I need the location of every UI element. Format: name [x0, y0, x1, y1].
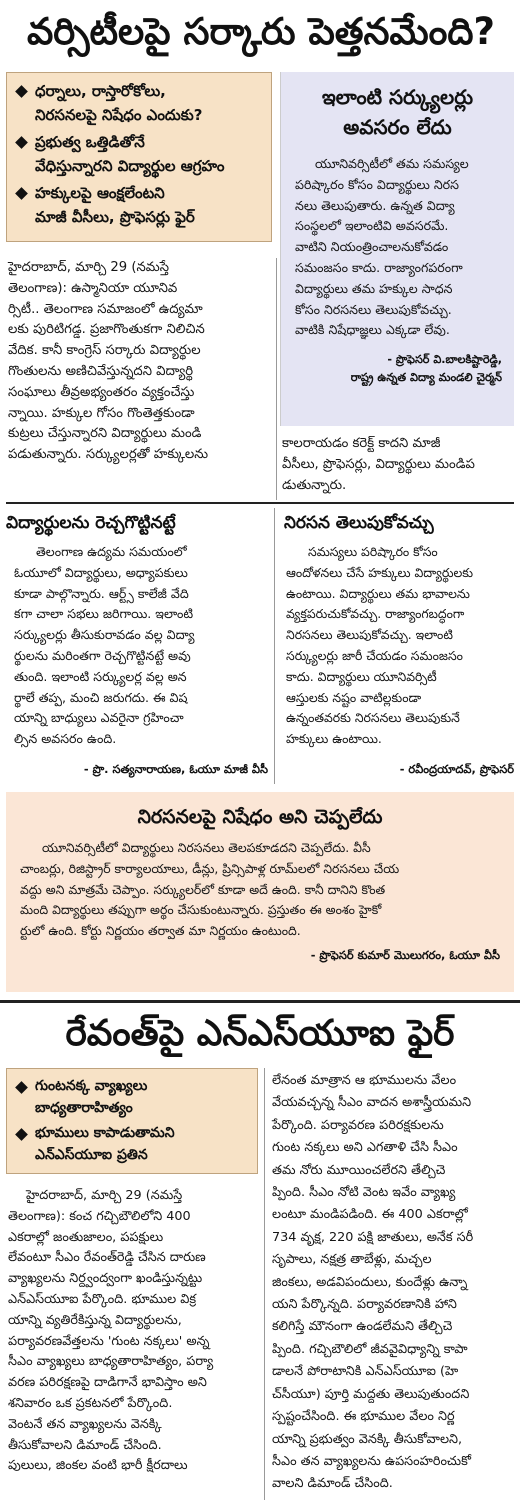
bullet-line: ఎన్‌ఎస్‌యూఐ ప్రతిన	[35, 1147, 148, 1163]
body-line: కాలరాయడం కరెక్ట్ కాదని మాజీ	[282, 436, 441, 451]
body-line: వ్యక్తపరుచుకోవచ్చు. రాజ్యాంగబద్ధంగా	[286, 606, 465, 622]
body-line: ర్థాలే తప్ప, మంచి జరుగదు. ఈ విష	[14, 689, 188, 705]
article2-bullet-item	[15, 1122, 249, 1166]
body-line: పులులు, జింకల వంటి భారీ క్షీరదాలు	[8, 1458, 188, 1474]
quote-left-title: విద్యార్థులను రెచ్చగొట్టినట్టే	[6, 513, 176, 533]
article1-bullet-box	[6, 72, 272, 242]
body-line: లేనంత మాత్రాన ఆ భూములను వేలం	[272, 1073, 457, 1088]
section-rule	[0, 1000, 520, 1003]
bullet-diamond-icon	[15, 1128, 28, 1141]
body-line: హక్కులు ఉంటాయి.	[286, 731, 382, 747]
body-line: సర్క్యులర్లు జారీ చేయడం సమంజసం	[286, 647, 463, 663]
article1-body-continued	[282, 434, 514, 496]
body-line: సమంజసం కాదు. రాజ్యాంగపరంగా	[295, 259, 463, 275]
body-line: లేవంటూ సీఎం రేవంత్‌రెడ్డి చేసిన దారుణ	[8, 1250, 206, 1266]
body-line: వేదిక. కానీ కాంగ్రెస్ సర్కారు విద్యార్థుల	[8, 343, 201, 359]
body-line: కలిగిస్తే మౌనంగా ఉండలేమని తేల్చిచె	[272, 1319, 453, 1335]
body-line: కూడా పాల్గొన్నారు. ఆర్ట్స్ కాలేజీ వేది	[14, 585, 189, 601]
body-line: ఎకరాల్లో జంతుజాలం, పపక్షులు	[8, 1229, 164, 1245]
body-line: వ్యాఖ్యలను నిర్ద్వంద్వంగా ఖండిస్తున్నట్టు	[8, 1271, 203, 1287]
signature-line: రాష్ట్ర ఉన్నత విద్యా మండలి చైర్మన్	[350, 371, 502, 385]
quote-wide-signature: - ప్రొఫెసర్ కుమార్ మొలుగరం, ఓయూ వీసీ	[310, 947, 500, 962]
body-line: తెలంగాణ): కంచ గచ్చిబౌలిలోని 400	[8, 1208, 191, 1224]
body-line: యూనివర్సిటీలో విద్యార్థులు నిరసనలు తెలపకూడదని చెప్పలేదు. వీసీ	[42, 840, 371, 855]
body-line: సీఎం తన వ్యాఖ్యలను ఉపసంహరించుకో	[272, 1453, 471, 1469]
body-line: విద్యార్థులు తమ హక్కుల సాధన	[295, 280, 453, 296]
body-line: వాలని డిమాండ్ చేసింది.	[272, 1476, 393, 1492]
body-line: తుంది. ఇలాంటి సర్క్యులర్ల వల్ల అన	[14, 668, 187, 684]
quote-wide-title: నిరసనలపై నిషేధం అని చెప్పలేదు	[137, 806, 383, 828]
body-line: హైదరాబాద్, మార్చి 29 (నమస్తే	[26, 1188, 183, 1203]
bullet-line: మాజీ వీసీలు, ప్రొఫెసర్లు ఫైర్	[35, 208, 195, 226]
body-line: చాంబర్లు, రిజిస్ట్రార్ కార్యాలయాలు, డీన్లు, ప్రిన్సిపాళ్ల రూమ్‌లలో నిరసనలు చేయ	[20, 860, 400, 876]
body-line: వీసీలు, ప్రొఫెసర్లు, విద్యార్థులు మండిప	[282, 456, 475, 472]
article2-bullet-box	[6, 1068, 258, 1174]
quote-box-signature	[281, 351, 502, 387]
article2-body-left	[8, 1186, 260, 1477]
body-line: ర్టులో ఉంది. కోర్టు నిర్ణయం తర్వాత మా నిర్ణయం ఉంటుంది.	[20, 923, 301, 939]
bullet-diamond-icon	[15, 1081, 28, 1094]
body-line: వద్దు అని మాత్రమే చెప్పాం. సర్క్యులర్‌లో కూడా అదే ఉంది. కానీ దానిని కొంత	[20, 881, 386, 897]
body-line: డాలనే పోరాటానికి ఎన్‌ఎస్‌యూఐ (హె	[272, 1364, 459, 1380]
quote-box-title	[281, 82, 514, 142]
body-line: 734 వృక్ష, 220 పక్షి జాతులు, అనేక సరీ	[272, 1229, 474, 1245]
column-divider	[274, 508, 275, 784]
signature-line: - ప్రొఫెసర్ వి.బాలకిష్టారెడ్డి,	[387, 353, 502, 367]
body-line: సంఘాలు తీవ్రఅభ్యంతరం వ్యక్తంచేస్తు	[8, 384, 195, 400]
bullet-line: వేధిస్తున్నారని విద్యార్థుల ఆగ్రహం	[35, 157, 225, 175]
body-line: తీసుకోవాలని డిమాండ్ చేసింది.	[8, 1437, 162, 1453]
body-line: తమ నోరు మూయించలేరని తేల్చిచె	[272, 1162, 446, 1178]
body-line: పర్యావరణవేత్తలను 'గుంట నక్కలు' అన్న	[8, 1333, 210, 1349]
quote-box-no-ban	[6, 792, 514, 992]
body-line: న్నాయి. హక్కుల గోసం గొంతెత్తకుండా	[8, 405, 195, 421]
quote-box-title-line: అవసరం లేదు	[343, 115, 452, 139]
body-line: తెలంగాణ ఉద్యమ సమయంలో	[36, 544, 187, 559]
column-divider	[264, 1068, 265, 1500]
article1-body	[8, 258, 272, 466]
body-line: స్పష్టంచేసింది. ఈ భూముల వేలం నిర్ణ	[272, 1409, 455, 1425]
body-line: కాదు. విద్యార్థులు యూనివర్సిటీ	[286, 668, 437, 684]
quote-right-body	[286, 542, 514, 750]
bullet-diamond-icon	[15, 85, 28, 98]
body-line: యాన్ని ప్రభుత్వం వెనక్కి తీసుకోవాలని,	[272, 1431, 463, 1447]
body-line: సంస్థలలో ఇలాంటివి అవసరమే.	[295, 218, 449, 234]
quote-wide-body	[20, 838, 502, 942]
quote-left-body	[14, 542, 268, 750]
body-line: యాన్ని బాధ్యులు ఎవరైనా గ్రహించా	[14, 710, 184, 726]
body-line: ర్సిటీ.. తెలంగాణ సమాజంలో ఉద్యమా	[8, 301, 203, 317]
body-line: లంటూ మండిపడింది. ఈ 400 ఎకరాల్లో	[272, 1207, 468, 1223]
body-line: కోసం నిరసనలు తెలుపుకోవచ్చు.	[295, 301, 452, 317]
quote-box-body	[295, 154, 502, 341]
body-line: ఓయూలో విద్యార్థులు, అధ్యాపకులు	[14, 564, 188, 580]
body-line: ఆందోళనలు చేసే హక్కులు విద్యార్థులకు	[286, 564, 474, 580]
body-line: ర్థులను మరింతగా రెచ్చగొట్టినట్టే అవు	[14, 647, 191, 663]
quote-right-signature: - రవీంద్రయాదవ్, ప్రొఫెసర్	[399, 762, 514, 776]
body-line: సీఎం వ్యాఖ్యలు బాధ్యతారాహిత్యం, పర్యా	[8, 1354, 214, 1370]
body-line: సమస్యలు పరిష్కారం కోసం	[308, 544, 438, 559]
body-line: వాటిని నియంత్రించాలనుకోవడం	[295, 239, 449, 255]
bullet-diamond-icon	[15, 187, 28, 200]
body-line: యూనివర్సిటీలో తమ సమస్యల	[315, 156, 469, 171]
article2-headline: రేవంత్‌పై ఎన్‌ఎస్‌యూఐ ఫైర్	[65, 1013, 455, 1054]
quote-box-circulars	[280, 72, 514, 426]
body-line: కగా చాలా సభలు జరిగాయి. ఇలాంటి	[14, 606, 194, 622]
body-line: నిరసనలు తెలుపుకోవచ్చు. ఇలాంటి	[286, 627, 453, 643]
bullet-line: ధర్నాలు, రాస్తారోకోలు,	[35, 82, 166, 100]
body-line: సృపాలు, నక్షత్ర తాబేళ్లు, మచ్చల	[272, 1252, 432, 1268]
article1-headline: వర్సిటీలపై సర్కారు పెత్తనమేంది?	[26, 10, 496, 53]
article1-bullet-item	[15, 130, 263, 178]
article1-bullet-item	[15, 181, 263, 229]
body-line: శనివారం ఒక ప్రకటనలో పేర్కొంది.	[8, 1395, 173, 1411]
bullet-line: నిరసనలపై నిషేధం ఎందుకు?	[35, 106, 203, 124]
body-line: పేర్కొంది. పర్యావరణ పరిరక్షకులను	[272, 1117, 444, 1133]
body-line: యాన్ని వ్యతిరేకిస్తున్న విద్యార్థులను,	[8, 1312, 182, 1328]
bullet-line: హక్కులపై ఆంక్షలేంటని	[35, 184, 165, 202]
body-line: కుట్రలు చేస్తున్నారని విద్యార్థులు మండి	[8, 426, 202, 442]
bullet-line: గుంటనక్క వ్యాఖ్యలు	[35, 1078, 148, 1094]
body-line: ఎన్‌ఎస్‌యూఐ పేర్కొంది. భూముల విక్ర	[8, 1291, 197, 1307]
body-line: హైదరాబాద్, మార్చి 29 (నమస్తే	[8, 260, 169, 275]
section-rule	[6, 502, 514, 504]
article2-body-right	[272, 1070, 514, 1496]
body-line: గుంట నక్కలు అని ఎగతాళి చేసి సీఎం	[272, 1140, 458, 1156]
body-line: ప్పింది. సీఎం నోటి వెంట ఇవేం వ్యాఖ్య	[272, 1185, 456, 1201]
quote-box-title-line: ఇలాంటి సర్క్యులర్లు	[321, 85, 474, 109]
body-line: గొంతులను అణిచివేస్తున్నదని విద్యార్థి	[8, 363, 194, 379]
body-line: వాటికి నిషేధాజ్ఞలు ఎక్కడా లేవు.	[295, 322, 450, 338]
body-line: ఉన్నంతవరకు నిరసనలు తెలుపుకునే	[286, 710, 460, 726]
body-line: చ్‌సీయూ) పూర్తి మద్దతు తెలుపుతుందని	[272, 1386, 470, 1402]
body-line: వేయవచ్చన్న సీఎం వాదన అశాస్త్రీయమని	[272, 1095, 472, 1111]
body-line: వరణ పరిరక్షణపై దాడిగానే భావిస్తాం అని	[8, 1375, 207, 1391]
body-line: పడుతున్నారు. సర్క్యులర్లతో హక్కులను	[8, 447, 209, 463]
body-line: జింకలు, అడవిపందులు, కుందేళ్లు ఉన్నా	[272, 1274, 468, 1290]
body-line: తెలంగాణ): ఉస్మానియా యూనివ	[8, 280, 178, 296]
body-line: ప్పింది. గచ్చిబౌలిలో జీవవైవిధ్యాన్ని కాపా	[272, 1341, 468, 1357]
body-line: ఉంటాయి. విద్యార్థులు తమ భావాలను	[286, 585, 470, 601]
bullet-line: భూములు కాపాడుతామని	[35, 1125, 175, 1141]
body-line: వెంటనే తన వ్యాఖ్యలను వెనక్కి	[8, 1416, 162, 1432]
body-line: నలు తెలుపుతారు. ఉన్నత విద్యా	[295, 197, 455, 213]
bullet-diamond-icon	[15, 136, 28, 149]
body-line: యని పేర్కొన్నది. పర్యావరణానికి హాని	[272, 1297, 457, 1313]
body-line: లకు పురిటిగడ్డ. ప్రజాగొంతుకగా నిలిచిన	[8, 322, 205, 338]
bullet-line: బాధ్యతారాహిత్యం	[35, 1100, 133, 1116]
quote-left-signature: - ప్రొ. సత్యనారాయణ, ఓయూ మాజీ వీసీ	[83, 762, 268, 776]
body-line: సర్క్యులర్లు తీసుకురావడం వల్ల విద్యా	[14, 627, 195, 643]
bullet-line: ప్రభుత్వ ఒత్తిడితోనే	[35, 133, 145, 151]
article2-bullet-item	[15, 1075, 249, 1119]
body-line: ల్సిన అవసరం ఉంది.	[14, 731, 117, 747]
body-line: పరిష్కారం కోసం విద్యార్థులు నిరస	[295, 176, 459, 192]
article1-bullet-item	[15, 79, 263, 127]
body-line: ఆస్తులకు నష్టం వాటిల్లకుండా	[286, 689, 422, 705]
body-line: డుతున్నారు.	[282, 477, 347, 493]
column-divider	[276, 258, 277, 500]
quote-right-title: నిరసన తెలుపుకోవచ్చు	[284, 513, 434, 533]
body-line: మంది విద్యార్థులు తప్పుగా అర్థం చేసుకుంటున్నారు. ప్రస్తుతం ఈ అంశం హైకో	[20, 902, 382, 918]
